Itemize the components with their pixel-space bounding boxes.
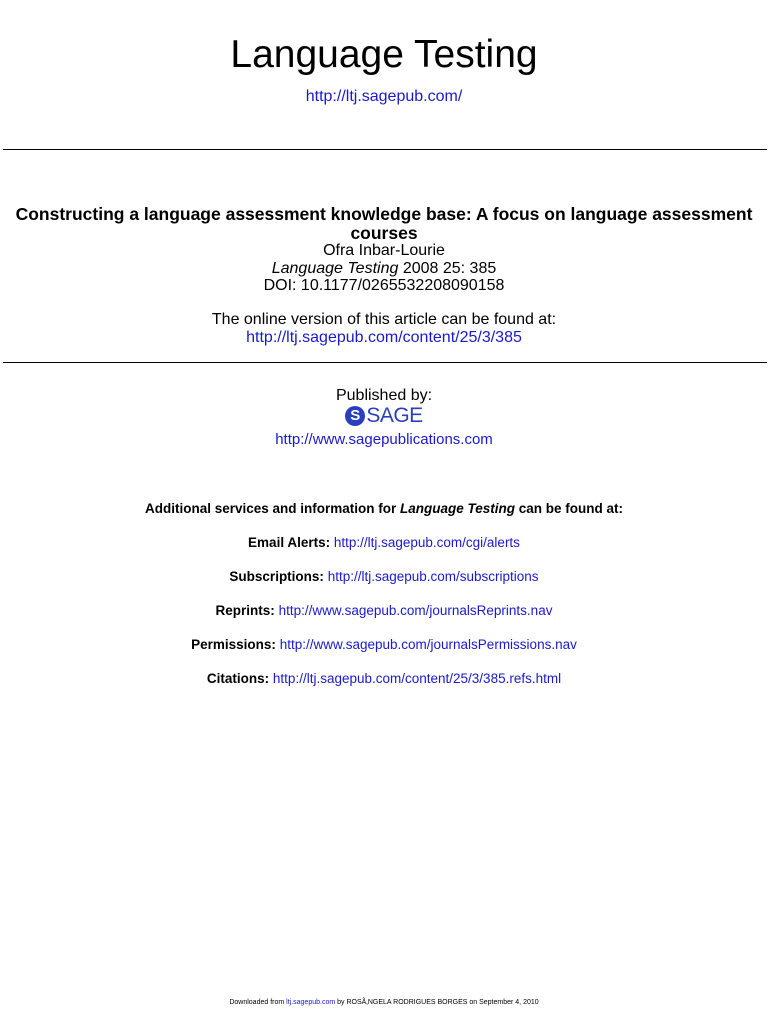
subscriptions-link[interactable]: http://ltj.sagepub.com/subscriptions [327, 569, 539, 584]
publisher-url-link[interactable]: http://www.sagepublications.com [275, 431, 493, 448]
online-version-note: The online version of this article can be found at: [211, 311, 557, 328]
service-label: Subscriptions: [229, 569, 324, 584]
footer-site-link[interactable]: ltj.sagepub.com [286, 999, 336, 1006]
services-heading-suffix: can be found at: [515, 501, 624, 516]
middle-divider [3, 362, 767, 363]
email-alerts-link[interactable]: http://ltj.sagepub.com/cgi/alerts [333, 535, 520, 550]
sage-logo-mark: S [345, 406, 365, 426]
services-heading-prefix: Additional services and information for [144, 501, 401, 516]
services-heading [0, 501, 768, 517]
service-label: Email Alerts: [248, 535, 331, 550]
service-label: Citations: [206, 671, 270, 686]
permissions-link[interactable]: http://www.sagepub.com/journalsPermissions.nav [279, 637, 577, 652]
services-heading-journal: Language Testing [400, 501, 516, 516]
top-divider [3, 149, 767, 150]
download-footer [0, 998, 768, 1007]
service-row-subscriptions [0, 569, 768, 585]
service-row-email-alerts [0, 535, 768, 551]
article-title: Constructing a language assessment knowledge base: A focus on language assessment courses [15, 204, 753, 243]
service-row-reprints [0, 603, 768, 619]
footer-prefix: Downloaded from [229, 999, 287, 1006]
journal-url-row [0, 87, 768, 107]
service-row-citations [0, 671, 768, 687]
sage-logo [0, 404, 768, 428]
sage-logo-word: SAGE [366, 404, 423, 427]
publisher-url-row [0, 431, 768, 449]
footer-suffix: by ROSÃ‚NGELA RODRIGUES BORGES on September 4, 2010 [335, 999, 539, 1006]
article-author: Ofra Inbar-Lourie [323, 242, 445, 259]
service-label: Reprints: [215, 603, 275, 618]
citations-link[interactable]: http://ltj.sagepub.com/content/25/3/385.refs.html [272, 671, 562, 686]
reprints-link[interactable]: http://www.sagepub.com/journalsReprints.nav [278, 603, 553, 618]
online-version-link[interactable]: http://ltj.sagepub.com/content/25/3/385 [246, 329, 522, 346]
article-citation [0, 260, 768, 278]
citation-volume: 2008 25: 385 [398, 260, 497, 277]
service-row-permissions [0, 637, 768, 653]
published-by-label: Published by: [335, 387, 433, 404]
journal-url-link[interactable]: http://ltj.sagepub.com/ [305, 88, 463, 105]
article-doi: DOI: 10.1177/0265532208090158 [263, 277, 505, 294]
citation-journal: Language Testing [271, 260, 399, 277]
online-url-row [0, 328, 768, 347]
service-label: Permissions: [191, 637, 276, 652]
journal-title: Language Testing [230, 33, 538, 76]
